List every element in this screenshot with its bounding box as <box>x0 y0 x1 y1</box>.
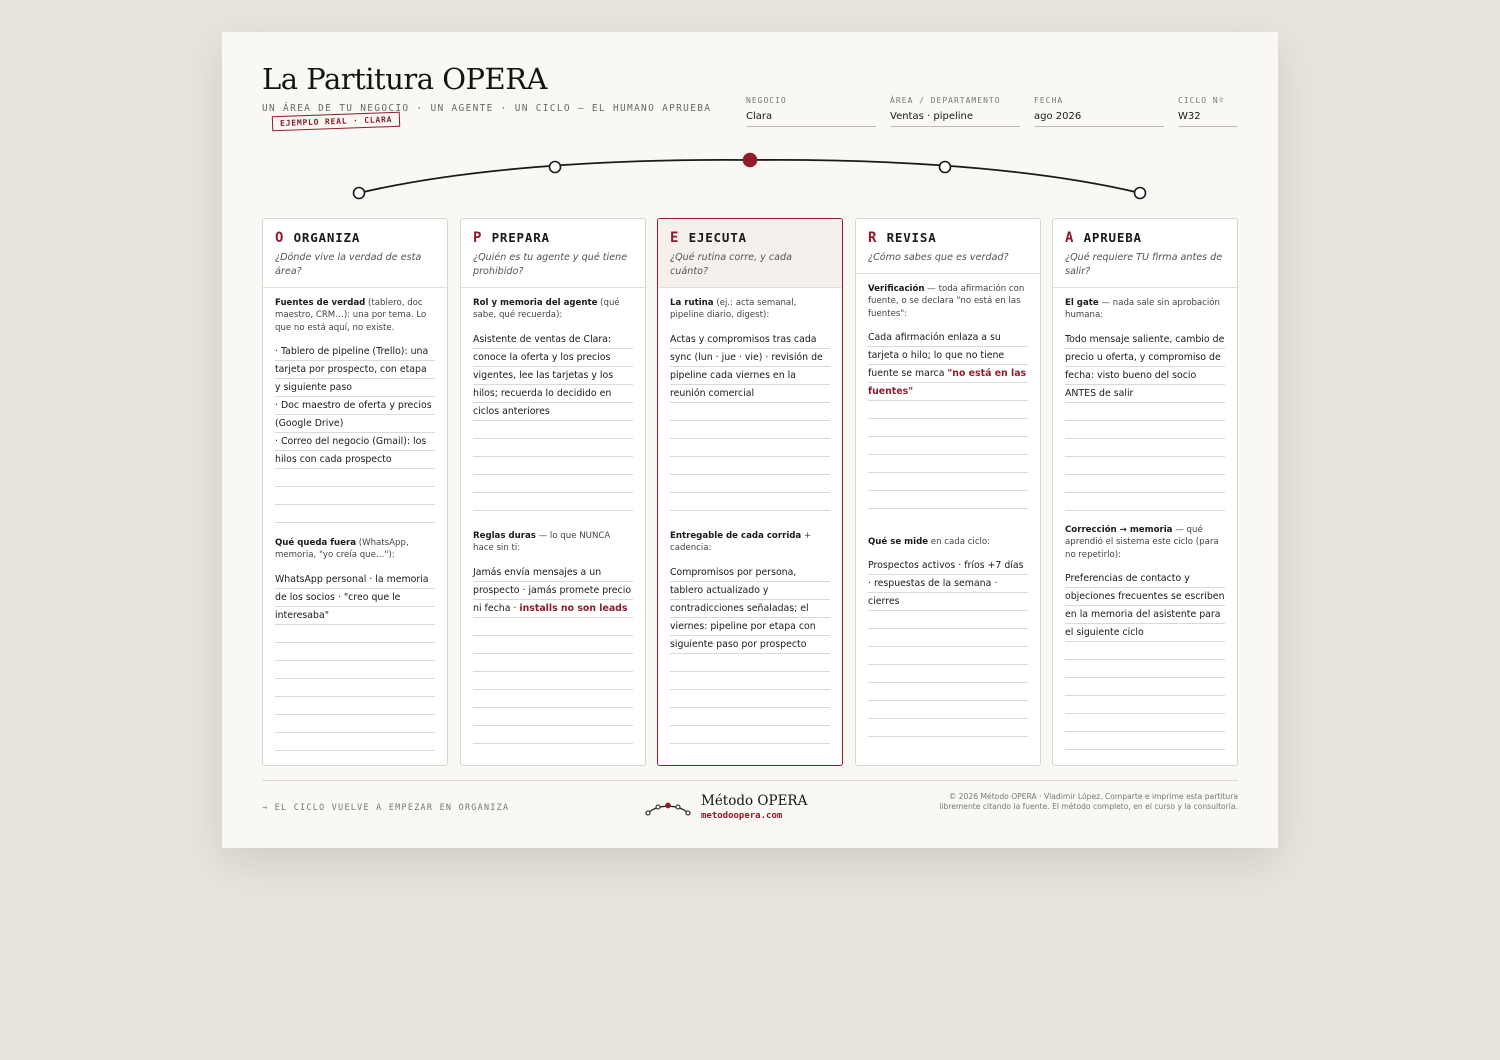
column-prepara <box>460 218 646 766</box>
writing-lines[interactable] <box>670 564 830 744</box>
entry-line: · Tablero de pipeline (Trello): una tarjeta por prospecto, con etapa y siguiente paso <box>275 346 429 394</box>
writing-lines[interactable] <box>1065 331 1225 511</box>
section-metrics <box>868 536 1028 737</box>
arc-node-organiza <box>354 188 365 199</box>
copyright-note: © 2026 Método OPERA · Vladimir López. Comparte e imprime esta partitura libremente citando la fuente. El método completo, en el curso y la consultoría. <box>939 792 1238 812</box>
meta-area-label: ÁREA / DEPARTAMENTO <box>890 96 1001 105</box>
column-letter: P <box>473 230 483 246</box>
writing-lines[interactable] <box>275 343 435 523</box>
column-prepara-header <box>461 219 645 288</box>
column-question: ¿Qué rutina corre, y cada cuánto? <box>670 252 793 277</box>
meta-area <box>890 96 1020 127</box>
column-question: ¿Cómo sabes que es verdad? <box>868 252 1009 263</box>
column-letter: O <box>275 230 285 246</box>
arc-node-aprueba <box>1135 188 1146 199</box>
writing-lines[interactable] <box>275 571 435 751</box>
column-name: ORGANIZA <box>293 230 361 245</box>
section-correction-memory <box>1065 524 1225 750</box>
brand-name: Método OPERA <box>701 793 808 809</box>
section-verification <box>868 283 1028 509</box>
entry-text: Cada afirmación enlaza a su tarjeta o hilo; lo que no tiene fuente se marca <box>868 332 1005 380</box>
writing-lines[interactable] <box>670 331 830 511</box>
entry-text: Asistente de ventas de Clara: conoce la oferta y los precios vigentes, lee las tarjetas y los hilos; recuerda lo decidido en ciclos anteriores <box>473 333 614 417</box>
column-organiza-title <box>275 230 435 246</box>
column-prepara-title <box>473 230 633 246</box>
section-label-bold: Entregable de cada corrida <box>670 531 802 541</box>
meta-area-value[interactable]: Ventas · pipeline <box>890 111 1020 127</box>
footer-divider <box>262 780 1238 781</box>
meta-business <box>746 96 876 127</box>
section-label-rest: (qué sabe, qué recuerda): <box>473 298 620 321</box>
section-label <box>1065 297 1225 322</box>
section-label-bold: Qué queda fuera <box>275 538 357 548</box>
writing-lines[interactable] <box>1065 570 1225 750</box>
section-sources <box>275 297 435 523</box>
column-organiza-header <box>263 219 447 288</box>
section-gate <box>1065 297 1225 511</box>
column-name: APRUEBA <box>1083 230 1142 245</box>
section-label-rest: — toda afirmación con fuente, o se declara "no está en las fuentes": <box>868 284 1025 319</box>
section-label-rest: (WhatsApp, memoria, "yo creía que…"): <box>275 538 409 561</box>
meta-date-label: FECHA <box>1034 96 1064 105</box>
section-label <box>670 297 830 322</box>
section-label-rest: (ej.: acta semanal, pipeline diario, digest): <box>670 298 797 321</box>
section-label <box>868 536 1028 548</box>
column-aprueba-title <box>1065 230 1225 246</box>
section-label <box>1065 524 1225 561</box>
entry-text: Compromisos por persona, tablero actualizado y contradicciones señaladas; el viernes: pipeline por etapa con siguiente paso por prospecto <box>670 566 816 650</box>
brand-url-link[interactable]: metodoopera.com <box>701 811 783 821</box>
writing-lines[interactable] <box>868 329 1028 509</box>
column-letter: R <box>868 230 878 246</box>
column-aprueba-header <box>1053 219 1237 288</box>
section-label-rest: — lo que NUNCA hace sin ti: <box>473 531 611 554</box>
meta-date <box>1034 96 1164 127</box>
column-revisa <box>855 218 1041 766</box>
writing-lines[interactable] <box>473 331 633 511</box>
section-label-rest: + cadencia: <box>670 531 812 554</box>
section-label-bold: Reglas duras <box>473 531 536 541</box>
meta-cycle-label: CICLO Nº <box>1178 96 1225 105</box>
section-label <box>275 297 435 334</box>
writing-lines[interactable] <box>473 564 633 744</box>
page-title: La Partitura OPERA <box>262 62 547 96</box>
entry-text: Prospectos activos · fríos +7 días · respuestas de la semana · cierres <box>868 560 1024 608</box>
section-label-bold: El gate <box>1065 298 1099 308</box>
column-letter: E <box>670 230 680 246</box>
column-name: REVISA <box>886 230 937 245</box>
section-excluded <box>275 537 435 751</box>
entry-text: Todo mensaje saliente, cambio de precio u oferta, y compromiso de fecha: visto bueno del socio ANTES de salir <box>1065 333 1225 399</box>
column-question: ¿Quién es tu agente y qué tiene prohibido? <box>473 252 628 277</box>
section-label-rest: — qué aprendió el sistema este ciclo (para no repetirlo): <box>1065 525 1219 560</box>
section-label-bold: Corrección → memoria <box>1065 525 1173 535</box>
column-question: ¿Dónde vive la verdad de esta área? <box>275 252 422 277</box>
section-label-bold: La rutina <box>670 298 714 308</box>
entry-text: Actas y compromisos tras cada sync (lun · jue · vie) · revisión de pipeline cada viernes en la reunión comercial <box>670 333 823 399</box>
column-ejecuta-header <box>658 219 842 288</box>
entry-text: WhatsApp personal · la memoria de los socios · "creo que le interesaba" <box>275 573 429 621</box>
arc-node-prepara <box>550 162 561 173</box>
arc-node-ejecuta <box>744 154 757 167</box>
column-letter: A <box>1065 230 1075 246</box>
section-deliverable <box>670 530 830 744</box>
meta-business-value[interactable]: Clara <box>746 111 876 127</box>
section-label-bold: Verificación <box>868 284 925 294</box>
section-label-rest: en cada ciclo: <box>928 537 991 547</box>
entry-highlight: installs no son leads <box>519 602 628 614</box>
cycle-arc <box>222 142 1278 222</box>
score-sheet <box>222 32 1278 848</box>
column-aprueba <box>1052 218 1238 766</box>
section-label <box>473 297 633 322</box>
section-agent-role <box>473 297 633 511</box>
section-label-bold: Fuentes de verdad <box>275 298 366 308</box>
page-subtitle: UN ÁREA DE TU NEGOCIO · UN AGENTE · UN CICLO — EL HUMANO APRUEBA <box>262 103 712 114</box>
column-ejecuta-title <box>670 230 830 246</box>
section-hard-rules <box>473 530 633 744</box>
meta-cycle-value[interactable]: W32 <box>1178 111 1238 127</box>
column-revisa-header <box>856 219 1040 274</box>
cycle-restart-note: → EL CICLO VUELVE A EMPEZAR EN ORGANIZA <box>262 802 510 812</box>
meta-business-label: NEGOCIO <box>746 96 787 105</box>
section-label-rest: — nada sale sin aprobación humana: <box>1065 298 1220 321</box>
section-routine <box>670 297 830 511</box>
section-label-rest: (tablero, doc maestro, CRM…): una por tema. Lo que no está aquí, no existe. <box>275 298 427 333</box>
section-label-bold: Qué se mide <box>868 537 929 547</box>
entry-text: Jamás envía mensajes a un prospecto · jamás promete precio ni fecha · <box>473 566 632 614</box>
example-stamp: EJEMPLO REAL · CLARA <box>272 112 401 131</box>
section-label-bold: Rol y memoria del agente <box>473 298 598 308</box>
column-organiza <box>262 218 448 766</box>
section-label <box>670 530 830 555</box>
meta-cycle <box>1178 96 1238 127</box>
section-label <box>868 283 1028 320</box>
section-label <box>473 530 633 555</box>
entry-line: · Doc maestro de oferta y precios (Google Drive) <box>275 400 432 430</box>
opera-logo-icon <box>645 798 691 816</box>
column-revisa-title <box>868 230 1028 246</box>
entry-line: · Correo del negocio (Gmail): los hilos con cada prospecto <box>275 436 427 466</box>
entry-highlight: "no está en las fuentes" <box>868 368 1027 398</box>
column-name: PREPARA <box>491 230 550 245</box>
column-ejecuta <box>657 218 843 766</box>
arc-node-revisa <box>940 162 951 173</box>
column-name: EJECUTA <box>688 230 747 245</box>
meta-date-value[interactable]: ago 2026 <box>1034 111 1164 127</box>
writing-lines[interactable] <box>868 557 1028 737</box>
section-label <box>275 537 435 562</box>
entry-text: Preferencias de contacto y objeciones frecuentes se escriben en la memoria del asistente para el siguiente ciclo <box>1065 573 1225 639</box>
column-question: ¿Qué requiere TU firma antes de salir? <box>1065 252 1223 277</box>
